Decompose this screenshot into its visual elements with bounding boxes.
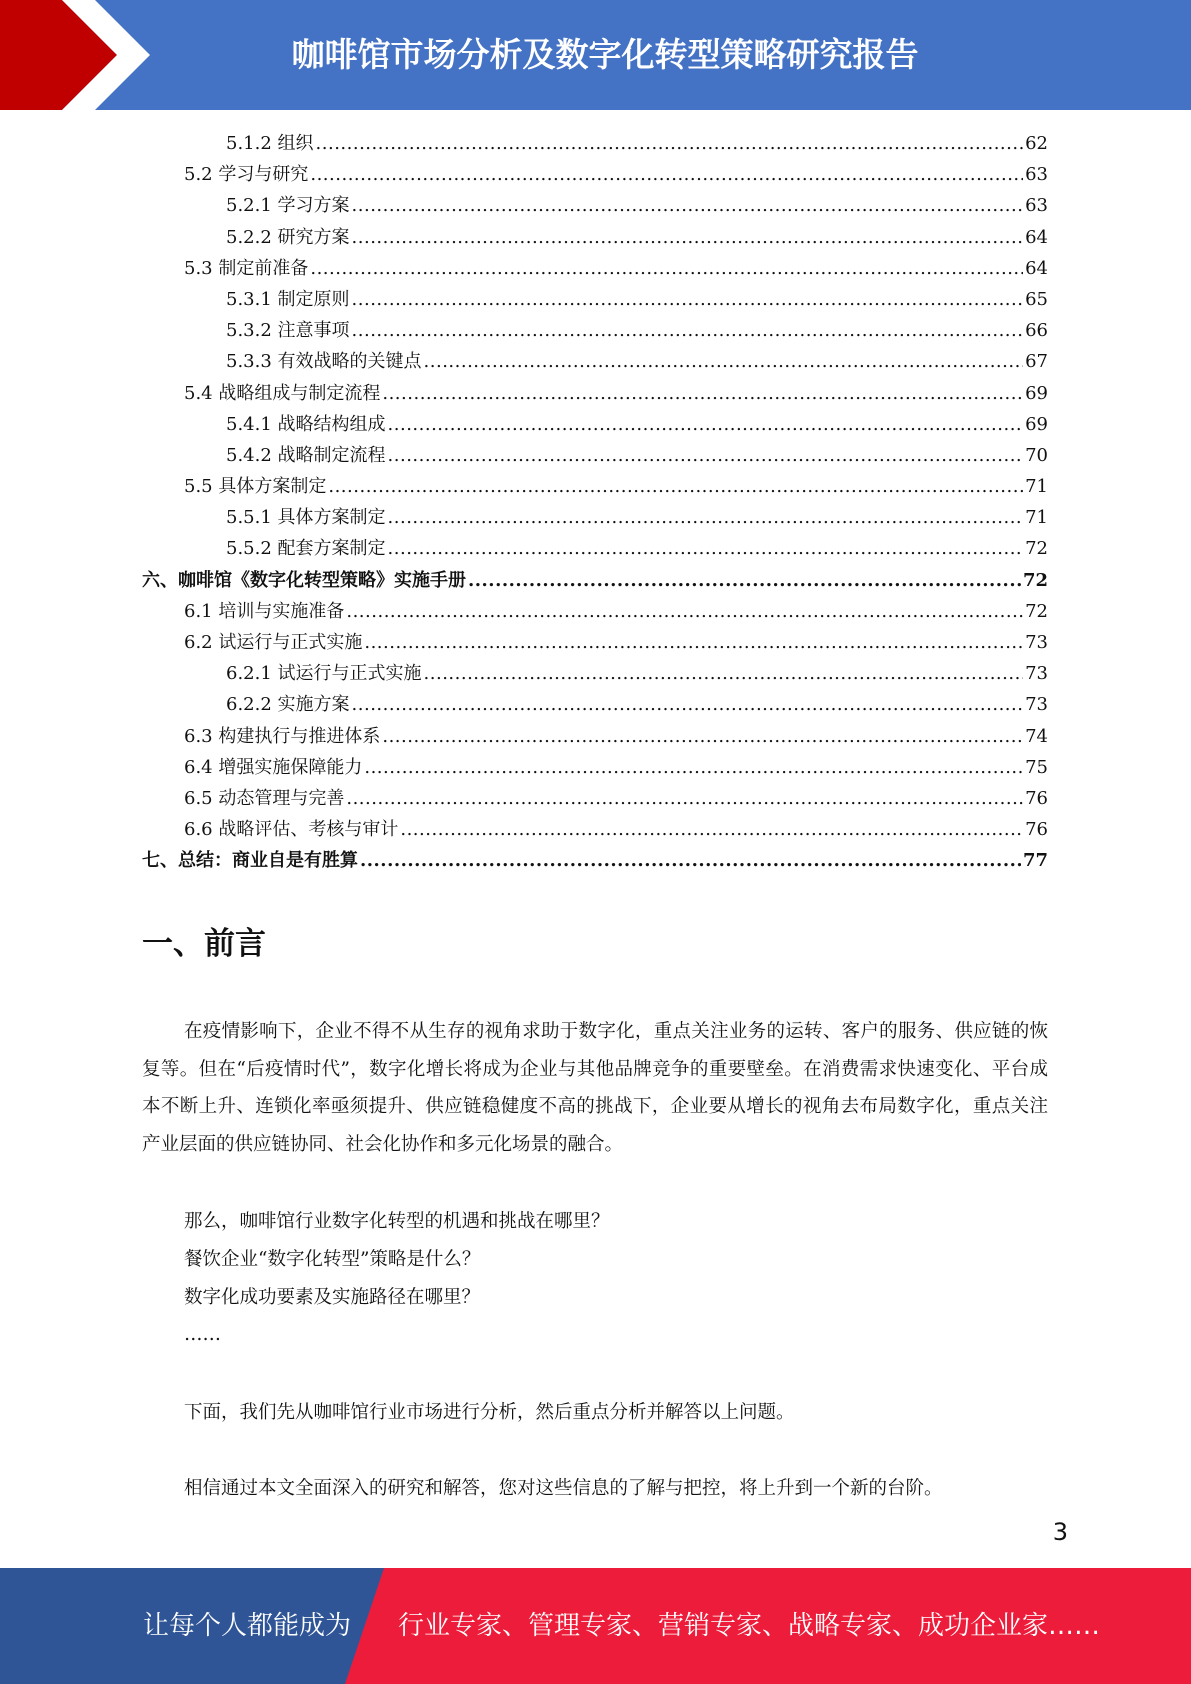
toc-entry-page: 72 <box>1022 569 1048 591</box>
toc-dot-leader <box>352 689 1024 720</box>
toc-entry-label: 5.5.1 具体方案制定 <box>226 507 386 529</box>
table-of-contents <box>142 128 1048 877</box>
toc-dot-leader <box>310 253 1023 284</box>
toc-dot-leader <box>352 190 1024 221</box>
toc-dot-leader <box>424 346 1024 377</box>
toc-entry-page: 73 <box>1025 632 1048 653</box>
toc-entry-page: 76 <box>1025 819 1048 841</box>
toc-dot-leader <box>352 315 1024 346</box>
toc-entry-page: 69 <box>1025 382 1048 404</box>
toc-entry-page: 66 <box>1025 320 1048 342</box>
toc-entry[interactable] <box>142 502 1048 533</box>
toc-entry-page: 73 <box>1025 663 1048 685</box>
toc-dot-leader <box>352 284 1024 315</box>
toc-entry-page: 67 <box>1025 351 1048 373</box>
toc-dot-leader <box>388 533 1024 564</box>
toc-entry[interactable] <box>142 440 1048 471</box>
toc-entry-label: 六、咖啡馆《数字化转型策略》实施手册 <box>142 569 466 591</box>
toc-dot-leader <box>468 565 1021 596</box>
toc-entry-page: 77 <box>1022 850 1048 872</box>
toc-entry-label: 6.2 试运行与正式实施 <box>184 632 363 653</box>
toc-entry-label: 5.3 制定前准备 <box>184 257 309 279</box>
toc-entry[interactable] <box>142 346 1048 377</box>
toc-entry-label: 6.3 构建执行与推进体系 <box>184 725 381 747</box>
toc-entry-page: 72 <box>1025 538 1048 560</box>
page-number: 3 <box>1052 1518 1068 1546</box>
toc-dot-leader <box>346 596 1023 627</box>
toc-entry-page: 63 <box>1025 164 1048 186</box>
toc-entry-page: 63 <box>1025 195 1048 217</box>
toc-entry-page: 71 <box>1025 476 1048 498</box>
toc-entry[interactable] <box>142 128 1048 159</box>
report-title: 咖啡馆市场分析及数字化转型策略研究报告 <box>291 35 919 74</box>
closing-paragraph: 相信通过本文全面深入的研究和解答，您对这些信息的了解与把控，将上升到一个新的台阶。 <box>184 1478 943 1499</box>
toc-entry[interactable] <box>142 627 1048 658</box>
toc-entry[interactable] <box>142 533 1048 564</box>
toc-entry[interactable] <box>142 284 1048 315</box>
toc-entry[interactable] <box>142 409 1048 440</box>
toc-dot-leader <box>382 721 1023 752</box>
toc-entry-page: 69 <box>1025 413 1048 435</box>
toc-entry-label: 5.3.1 制定原则 <box>226 288 350 310</box>
toc-dot-leader <box>400 814 1023 845</box>
footer-slogan-left: 让每个人都能成为 <box>143 1611 352 1641</box>
toc-entry-label: 5.5 具体方案制定 <box>184 476 327 498</box>
toc-entry[interactable] <box>142 783 1048 814</box>
toc-entry-label: 5.4 战略组成与制定流程 <box>184 382 381 404</box>
toc-dot-leader <box>388 440 1024 471</box>
toc-entry[interactable] <box>142 658 1048 689</box>
toc-entry-label: 6.5 动态管理与完善 <box>184 787 345 809</box>
toc-dot-leader <box>364 752 1023 783</box>
next-paragraph: 下面，我们先从咖啡馆行业市场进行分析，然后重点分析并解答以上问题。 <box>184 1402 795 1423</box>
toc-entry-page: 73 <box>1025 694 1048 716</box>
toc-entry[interactable] <box>142 315 1048 346</box>
question-3: 数字化成功要素及实施路径在哪里？ <box>184 1287 481 1308</box>
toc-entry-page: 70 <box>1025 444 1048 466</box>
toc-entry-page: 74 <box>1025 725 1048 747</box>
toc-entry-label: 5.4.2 战略制定流程 <box>226 444 386 466</box>
toc-entry[interactable] <box>142 378 1048 409</box>
toc-entry-page: 64 <box>1025 226 1048 248</box>
toc-entry-label: 5.1.2 组织 <box>226 133 314 154</box>
toc-entry-label: 6.2.1 试运行与正式实施 <box>226 663 422 685</box>
header-arrow-decoration <box>0 0 260 110</box>
toc-dot-leader <box>316 128 1024 159</box>
toc-entry[interactable] <box>142 471 1048 502</box>
toc-entry[interactable] <box>142 689 1048 720</box>
toc-entry-label: 七、总结：商业自是有胜算 <box>142 850 358 872</box>
toc-entry-label: 5.5.2 配套方案制定 <box>226 538 386 560</box>
toc-entry-page: 62 <box>1025 133 1048 154</box>
toc-dot-leader <box>310 159 1023 190</box>
toc-entry[interactable] <box>142 845 1048 876</box>
toc-entry-page: 71 <box>1025 507 1048 529</box>
section-heading: 一、前言 <box>142 926 266 962</box>
toc-dot-leader <box>328 471 1023 502</box>
question-2: 餐饮企业“数字化转型”策略是什么？ <box>184 1249 481 1270</box>
toc-entry-label: 5.3.2 注意事项 <box>226 320 350 342</box>
toc-entry[interactable] <box>142 752 1048 783</box>
toc-entry-page: 65 <box>1025 288 1048 310</box>
toc-entry-page: 64 <box>1025 257 1048 279</box>
toc-dot-leader <box>352 222 1024 253</box>
toc-dot-leader <box>360 845 1021 876</box>
footer-slogan-right: 行业专家、管理专家、营销专家、战略专家、成功企业家…… <box>398 1611 1101 1641</box>
toc-entry-label: 5.4.1 战略结构组成 <box>226 413 386 435</box>
toc-entry-label: 6.1 培训与实施准备 <box>184 600 345 622</box>
toc-dot-leader <box>424 658 1024 689</box>
page-footer <box>0 1568 1191 1684</box>
page-header <box>0 0 1191 110</box>
intro-paragraph: 在疫情影响下，企业不得不从生存的视角求助于数字化，重点关注业务的运转、客户的服务、供应链的恢复等。但在“后疫情时代”，数字化增长将成为企业与其他品牌竞争的重要壁垒。在消费需求快速变化、平台成本不断上升、连锁化率亟须提升、供应链稳健度不高的挑战下，企业要从增长的视角去布局数字化，重点关注产业层面的供应链协同、社会化协作和多元化场景的融合。 <box>142 1021 1048 1155</box>
toc-dot-leader <box>388 502 1024 533</box>
toc-entry[interactable] <box>142 159 1048 190</box>
ellipsis: …… <box>184 1324 221 1345</box>
toc-entry-label: 5.3.3 有效战略的关键点 <box>226 351 422 373</box>
toc-entry[interactable] <box>142 596 1048 627</box>
toc-dot-leader <box>382 378 1023 409</box>
toc-dot-leader <box>364 627 1023 658</box>
toc-entry[interactable] <box>142 222 1048 253</box>
toc-entry-page: 72 <box>1025 600 1048 622</box>
toc-entry[interactable] <box>142 721 1048 752</box>
toc-entry-page: 75 <box>1025 756 1048 778</box>
toc-entry-label: 5.2.2 研究方案 <box>226 226 350 248</box>
toc-entry[interactable] <box>142 565 1048 596</box>
toc-entry[interactable] <box>142 814 1048 845</box>
toc-entry-label: 6.4 增强实施保障能力 <box>184 756 363 778</box>
toc-entry[interactable] <box>142 190 1048 221</box>
toc-entry[interactable] <box>142 253 1048 284</box>
toc-entry-label: 5.2.1 学习方案 <box>226 195 350 217</box>
question-1: 那么，咖啡馆行业数字化转型的机遇和挑战在哪里？ <box>184 1211 610 1232</box>
toc-dot-leader <box>388 409 1024 440</box>
toc-entry-page: 76 <box>1025 787 1048 809</box>
toc-dot-leader <box>346 783 1023 814</box>
toc-entry-label: 5.2 学习与研究 <box>184 164 309 186</box>
toc-entry-label: 6.2.2 实施方案 <box>226 694 350 716</box>
toc-entry-label: 6.6 战略评估、考核与审计 <box>184 819 399 841</box>
